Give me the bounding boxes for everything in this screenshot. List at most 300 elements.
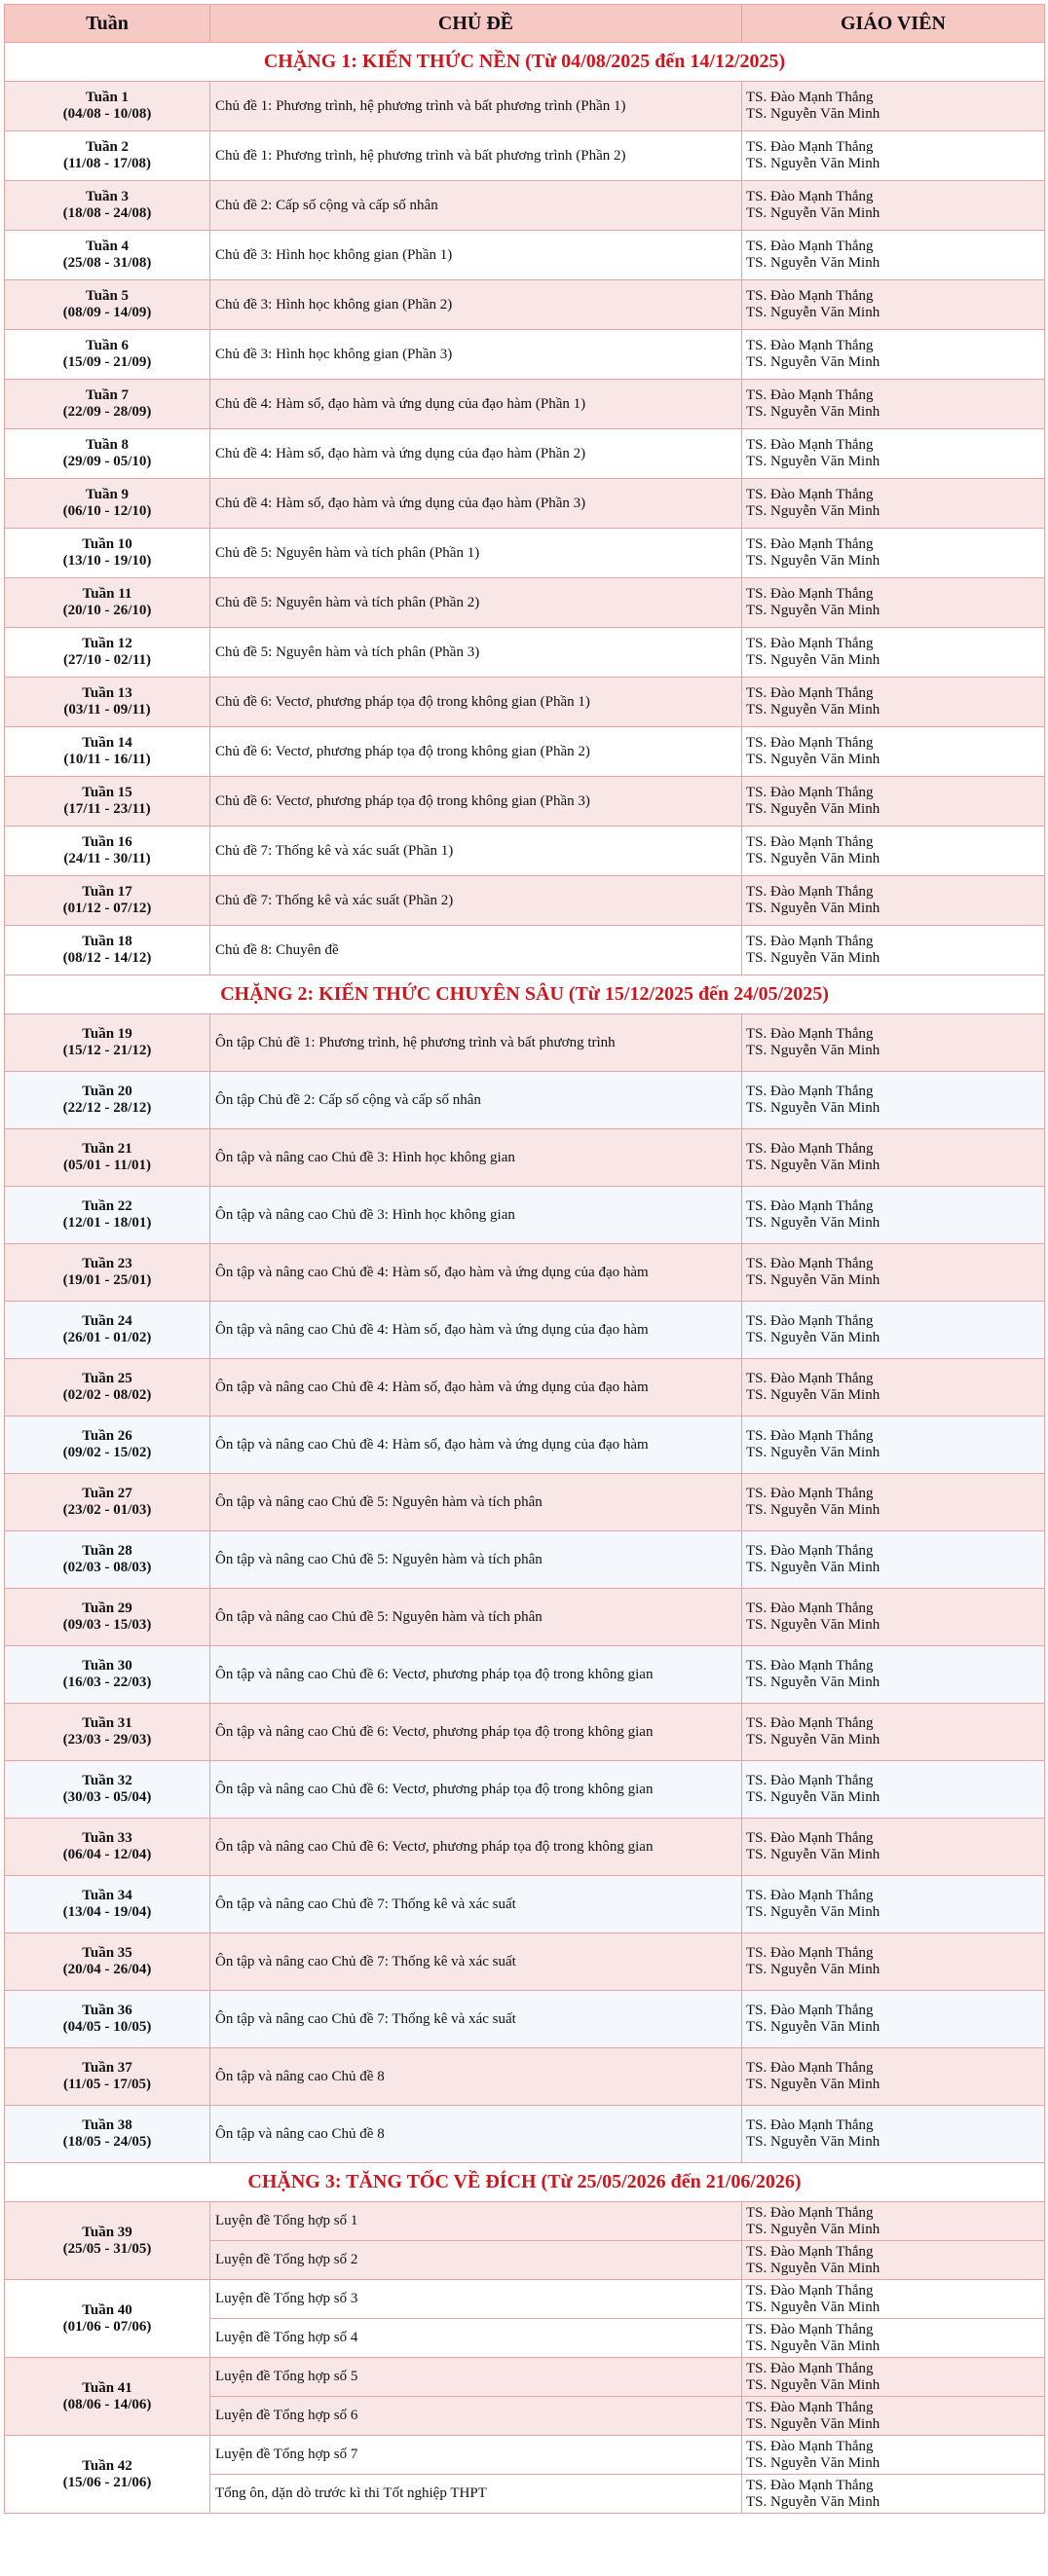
- teacher-cell: [742, 380, 1045, 429]
- week-label: Tuần 31: [82, 1715, 132, 1731]
- week-dates: (26/01 - 01/02): [62, 1330, 152, 1345]
- week-label: Tuần 21: [82, 1141, 132, 1157]
- teacher-name-2: TS. Nguyễn Văn Minh: [746, 1100, 880, 1116]
- table-row: [5, 380, 1045, 429]
- teacher-name-1: TS. Đào Mạnh Thắng: [746, 189, 874, 204]
- week-label: Tuần 33: [82, 1830, 132, 1846]
- week-cell: [5, 1302, 210, 1359]
- table-row: [5, 2358, 1045, 2397]
- week-dates: (04/05 - 10/05): [62, 2019, 152, 2035]
- week-label: Tuần 27: [82, 1486, 132, 1501]
- table-row: [5, 926, 1045, 975]
- week-dates: (06/04 - 12/04): [62, 1847, 152, 1862]
- table-row: [5, 2202, 1045, 2241]
- topic-cell: Luyện đề Tổng hợp số 6: [210, 2397, 742, 2436]
- week-dates: (20/04 - 26/04): [62, 1962, 152, 1977]
- week-cell: [5, 2106, 210, 2163]
- teacher-name-2: TS. Nguyễn Văn Minh: [746, 950, 880, 966]
- teacher-name-2: TS. Nguyễn Văn Minh: [746, 1962, 880, 1977]
- teacher-name-2: TS. Nguyễn Văn Minh: [746, 1387, 880, 1403]
- topic-cell: Ôn tập và nâng cao Chủ đề 6: Vectơ, phương pháp tọa độ trong không gian: [210, 1704, 742, 1761]
- topic-cell: Chủ đề 4: Hàm số, đạo hàm và ứng dụng của đạo hàm (Phần 3): [210, 479, 742, 529]
- teacher-cell: [742, 2106, 1045, 2163]
- topic-cell: Ôn tập và nâng cao Chủ đề 7: Thống kê và xác suất: [210, 1933, 742, 1991]
- teacher-name-1: TS. Đào Mạnh Thắng: [746, 2117, 874, 2133]
- teacher-name-1: TS. Đào Mạnh Thắng: [746, 2321, 874, 2337]
- teacher-name-1: TS. Đào Mạnh Thắng: [746, 2282, 874, 2299]
- teacher-name-1: TS. Đào Mạnh Thắng: [746, 785, 874, 800]
- week-label: Tuần 34: [82, 1888, 132, 1903]
- table-row: [5, 1933, 1045, 1991]
- week-cell: [5, 777, 210, 827]
- week-label: Tuần 20: [82, 1084, 132, 1099]
- week-cell: [5, 479, 210, 529]
- teacher-name-2: TS. Nguyễn Văn Minh: [746, 1617, 880, 1633]
- teacher-cell: [742, 429, 1045, 479]
- topic-cell: Ôn tập và nâng cao Chủ đề 6: Vectơ, phương pháp tọa độ trong không gian: [210, 1761, 742, 1819]
- teacher-name-2: TS. Nguyễn Văn Minh: [746, 106, 880, 122]
- week-dates: (04/08 - 10/08): [62, 106, 152, 122]
- table-row: [5, 131, 1045, 181]
- teacher-cell: [742, 2202, 1045, 2241]
- teacher-cell: [742, 1876, 1045, 1933]
- teacher-name-2: TS. Nguyễn Văn Minh: [746, 2134, 880, 2150]
- table-row: [5, 529, 1045, 578]
- teacher-cell: [742, 131, 1045, 181]
- week-label: Tuần 6: [85, 338, 130, 353]
- topic-cell: Chủ đề 6: Vectơ, phương pháp tọa độ trong không gian (Phần 2): [210, 727, 742, 777]
- week-dates: (23/02 - 01/03): [62, 1502, 152, 1518]
- week-label: Tuần 8: [85, 437, 130, 453]
- week-label: Tuần 4: [85, 239, 130, 254]
- table-row: [5, 1704, 1045, 1761]
- teacher-name-1: TS. Đào Mạnh Thắng: [746, 1141, 874, 1157]
- week-label: Tuần 9: [85, 487, 130, 502]
- topic-cell: Chủ đề 4: Hàm số, đạo hàm và ứng dụng của đạo hàm (Phần 2): [210, 429, 742, 479]
- teacher-name-2: TS. Nguyễn Văn Minh: [746, 1215, 880, 1231]
- topic-cell: Chủ đề 7: Thống kê và xác suất (Phần 2): [210, 876, 742, 926]
- week-label: Tuần 15: [82, 785, 132, 800]
- teacher-cell: [742, 82, 1045, 131]
- week-dates: (15/06 - 21/06): [62, 2474, 152, 2490]
- week-label: Tuần 2: [85, 139, 130, 155]
- teacher-name-1: TS. Đào Mạnh Thắng: [746, 1486, 874, 1501]
- table-row: [5, 1646, 1045, 1704]
- teacher-name-2: TS. Nguyễn Văn Minh: [746, 1847, 880, 1862]
- teacher-cell: [742, 1129, 1045, 1187]
- teacher-name-1: TS. Đào Mạnh Thắng: [746, 1888, 874, 1903]
- teacher-name-1: TS. Đào Mạnh Thắng: [746, 1371, 874, 1386]
- table-row: [5, 1474, 1045, 1531]
- week-cell: [5, 1991, 210, 2048]
- week-cell: [5, 1589, 210, 1646]
- topic-cell: Chủ đề 3: Hình học không gian (Phần 2): [210, 280, 742, 330]
- teacher-name-2: TS. Nguyễn Văn Minh: [746, 2415, 880, 2432]
- table-row: [5, 1417, 1045, 1474]
- teacher-name-2: TS. Nguyễn Văn Minh: [746, 1560, 880, 1575]
- stage-row: [5, 43, 1045, 82]
- teacher-name-1: TS. Đào Mạnh Thắng: [746, 90, 874, 105]
- table-row: [5, 1072, 1045, 1129]
- topic-cell: Luyện đề Tổng hợp số 4: [210, 2319, 742, 2358]
- teacher-name-1: TS. Đào Mạnh Thắng: [746, 1830, 874, 1846]
- topic-cell: Ôn tập Chủ đề 1: Phương trình, hệ phương trình và bất phương trình: [210, 1014, 742, 1072]
- teacher-name-1: TS. Đào Mạnh Thắng: [746, 2003, 874, 2018]
- week-label: Tuần 12: [82, 636, 132, 651]
- week-cell: [5, 1704, 210, 1761]
- week-label: Tuần 17: [82, 884, 132, 900]
- week-dates: (05/01 - 11/01): [63, 1158, 151, 1173]
- week-dates: (08/09 - 14/09): [62, 305, 152, 320]
- topic-cell: Ôn tập và nâng cao Chủ đề 5: Nguyên hàm và tích phân: [210, 1589, 742, 1646]
- teacher-name-2: TS. Nguyễn Văn Minh: [746, 156, 880, 171]
- teacher-name-2: TS. Nguyễn Văn Minh: [746, 752, 880, 767]
- week-dates: (27/10 - 02/11): [63, 652, 151, 668]
- week-dates: (17/11 - 23/11): [63, 801, 151, 817]
- teacher-cell: [742, 1819, 1045, 1876]
- teacher-name-2: TS. Nguyễn Văn Minh: [746, 2376, 880, 2393]
- week-cell: [5, 1474, 210, 1531]
- teacher-cell: [742, 1761, 1045, 1819]
- table-row: [5, 678, 1045, 727]
- table-row: [5, 1359, 1045, 1417]
- week-label: Tuần 25: [82, 1371, 132, 1386]
- teacher-cell: [742, 1704, 1045, 1761]
- table-row: [5, 280, 1045, 330]
- week-label: Tuần 11: [82, 586, 132, 602]
- teacher-cell: [742, 1244, 1045, 1302]
- teacher-name-1: TS. Đào Mạnh Thắng: [746, 1658, 874, 1674]
- week-label: Tuần 41: [82, 2379, 132, 2396]
- topic-cell: Ôn tập và nâng cao Chủ đề 4: Hàm số, đạo hàm và ứng dụng của đạo hàm: [210, 1417, 742, 1474]
- teacher-name-2: TS. Nguyễn Văn Minh: [746, 2077, 880, 2092]
- teacher-name-2: TS. Nguyễn Văn Minh: [746, 2493, 880, 2510]
- week-cell: [5, 678, 210, 727]
- teacher-name-2: TS. Nguyễn Văn Minh: [746, 1674, 880, 1690]
- table-row: [5, 231, 1045, 280]
- table-row: [5, 82, 1045, 131]
- week-label: Tuần 13: [82, 685, 132, 701]
- week-cell: [5, 827, 210, 876]
- table-row: [5, 876, 1045, 926]
- teacher-name-2: TS. Nguyễn Văn Minh: [746, 255, 880, 271]
- topic-cell: Luyện đề Tổng hợp số 7: [210, 2436, 742, 2475]
- header-teacher: GIÁO VIÊN: [742, 5, 1045, 43]
- schedule-table: [4, 4, 1045, 2514]
- teacher-cell: [742, 678, 1045, 727]
- table-row: [5, 1991, 1045, 2048]
- teacher-name-1: TS. Đào Mạnh Thắng: [746, 1715, 874, 1731]
- week-label: Tuần 22: [82, 1198, 132, 1214]
- teacher-cell: [742, 1359, 1045, 1417]
- week-label: Tuần 3: [85, 189, 130, 204]
- teacher-cell: [742, 1072, 1045, 1129]
- week-cell: [5, 578, 210, 628]
- week-cell: [5, 280, 210, 330]
- topic-cell: Ôn tập và nâng cao Chủ đề 7: Thống kê và xác suất: [210, 1991, 742, 2048]
- teacher-name-2: TS. Nguyễn Văn Minh: [746, 901, 880, 916]
- week-cell: [5, 1417, 210, 1474]
- week-cell: [5, 380, 210, 429]
- week-cell: [5, 1244, 210, 1302]
- table-row: [5, 1589, 1045, 1646]
- week-dates: (03/11 - 09/11): [63, 702, 151, 718]
- topic-cell: Ôn tập và nâng cao Chủ đề 4: Hàm số, đạo hàm và ứng dụng của đạo hàm: [210, 1244, 742, 1302]
- teacher-cell: [742, 529, 1045, 578]
- teacher-name-2: TS. Nguyễn Văn Minh: [746, 1789, 880, 1805]
- teacher-cell: [742, 1187, 1045, 1244]
- week-dates: (16/03 - 22/03): [62, 1674, 152, 1690]
- week-label: Tuần 40: [82, 2301, 132, 2318]
- topic-cell: Chủ đề 7: Thống kê và xác suất (Phần 1): [210, 827, 742, 876]
- week-dates: (18/05 - 24/05): [62, 2134, 152, 2150]
- teacher-name-1: TS. Đào Mạnh Thắng: [746, 2204, 874, 2221]
- week-label: Tuần 1: [85, 90, 130, 105]
- table-row: [5, 1302, 1045, 1359]
- teacher-name-2: TS. Nguyễn Văn Minh: [746, 404, 880, 420]
- teacher-name-1: TS. Đào Mạnh Thắng: [746, 1026, 874, 1042]
- table-body: [5, 43, 1045, 2514]
- table-row: [5, 777, 1045, 827]
- table-row: [5, 1244, 1045, 1302]
- teacher-cell: [742, 2048, 1045, 2106]
- week-dates: (25/08 - 31/08): [62, 255, 152, 271]
- topic-cell: Ôn tập và nâng cao Chủ đề 8: [210, 2106, 742, 2163]
- teacher-name-1: TS. Đào Mạnh Thắng: [746, 1198, 874, 1214]
- week-dates: (11/05 - 17/05): [63, 2077, 151, 2092]
- topic-cell: Chủ đề 5: Nguyên hàm và tích phân (Phần 1): [210, 529, 742, 578]
- week-label: Tuần 10: [82, 536, 132, 552]
- teacher-cell: [742, 1933, 1045, 1991]
- teacher-cell: [742, 1014, 1045, 1072]
- teacher-name-2: TS. Nguyễn Văn Minh: [746, 503, 880, 519]
- teacher-name-2: TS. Nguyễn Văn Minh: [746, 2337, 880, 2354]
- week-dates: (15/09 - 21/09): [62, 354, 152, 370]
- week-cell: [5, 231, 210, 280]
- table-row: [5, 1014, 1045, 1072]
- teacher-name-1: TS. Đào Mạnh Thắng: [746, 586, 874, 602]
- teacher-name-1: TS. Đào Mạnh Thắng: [746, 2477, 874, 2493]
- week-cell: [5, 131, 210, 181]
- teacher-name-1: TS. Đào Mạnh Thắng: [746, 536, 874, 552]
- teacher-name-2: TS. Nguyễn Văn Minh: [746, 2221, 880, 2237]
- week-cell: [5, 2048, 210, 2106]
- week-dates: (25/05 - 31/05): [62, 2240, 152, 2257]
- teacher-cell: [742, 2358, 1045, 2397]
- week-dates: (02/02 - 08/02): [62, 1387, 152, 1403]
- week-label: Tuần 30: [82, 1658, 132, 1674]
- teacher-name-1: TS. Đào Mạnh Thắng: [746, 636, 874, 651]
- teacher-name-2: TS. Nguyễn Văn Minh: [746, 851, 880, 866]
- table-row: [5, 827, 1045, 876]
- week-label: Tuần 42: [82, 2457, 132, 2474]
- topic-cell: Ôn tập và nâng cao Chủ đề 5: Nguyên hàm và tích phân: [210, 1474, 742, 1531]
- week-dates: (23/03 - 29/03): [62, 1732, 152, 1748]
- teacher-cell: [742, 2475, 1045, 2514]
- topic-cell: Chủ đề 1: Phương trình, hệ phương trình và bất phương trình (Phần 2): [210, 131, 742, 181]
- week-cell: [5, 330, 210, 380]
- teacher-name-2: TS. Nguyễn Văn Minh: [746, 305, 880, 320]
- teacher-name-1: TS. Đào Mạnh Thắng: [746, 1084, 874, 1099]
- week-cell: [5, 1014, 210, 1072]
- week-dates: (18/08 - 24/08): [62, 205, 152, 221]
- week-dates: (12/01 - 18/01): [62, 1215, 152, 1231]
- topic-cell: Chủ đề 3: Hình học không gian (Phần 3): [210, 330, 742, 380]
- topic-cell: Chủ đề 8: Chuyên đề: [210, 926, 742, 975]
- week-label: Tuần 32: [82, 1773, 132, 1788]
- teacher-name-1: TS. Đào Mạnh Thắng: [746, 487, 874, 502]
- teacher-name-1: TS. Đào Mạnh Thắng: [746, 1601, 874, 1616]
- topic-cell: Chủ đề 4: Hàm số, đạo hàm và ứng dụng của đạo hàm (Phần 1): [210, 380, 742, 429]
- teacher-cell: [742, 1646, 1045, 1704]
- week-cell: [5, 1646, 210, 1704]
- teacher-name-2: TS. Nguyễn Văn Minh: [746, 454, 880, 469]
- teacher-name-1: TS. Đào Mạnh Thắng: [746, 2243, 874, 2260]
- teacher-name-1: TS. Đào Mạnh Thắng: [746, 1428, 874, 1444]
- teacher-name-1: TS. Đào Mạnh Thắng: [746, 338, 874, 353]
- table-row: [5, 1819, 1045, 1876]
- teacher-name-1: TS. Đào Mạnh Thắng: [746, 2399, 874, 2415]
- topic-cell: Chủ đề 6: Vectơ, phương pháp tọa độ trong không gian (Phần 3): [210, 777, 742, 827]
- week-dates: (01/06 - 07/06): [62, 2318, 152, 2335]
- week-label: Tuần 39: [82, 2224, 132, 2240]
- week-cell: [5, 2436, 210, 2514]
- teacher-name-1: TS. Đào Mạnh Thắng: [746, 834, 874, 850]
- week-cell: [5, 1819, 210, 1876]
- week-cell: [5, 2202, 210, 2280]
- week-dates: (08/12 - 14/12): [62, 950, 152, 966]
- topic-cell: Ôn tập và nâng cao Chủ đề 4: Hàm số, đạo hàm và ứng dụng của đạo hàm: [210, 1359, 742, 1417]
- teacher-name-1: TS. Đào Mạnh Thắng: [746, 685, 874, 701]
- teacher-name-2: TS. Nguyễn Văn Minh: [746, 2019, 880, 2035]
- teacher-name-1: TS. Đào Mạnh Thắng: [746, 1256, 874, 1271]
- week-label: Tuần 28: [82, 1543, 132, 1559]
- week-dates: (29/09 - 05/10): [62, 454, 152, 469]
- teacher-name-1: TS. Đào Mạnh Thắng: [746, 735, 874, 751]
- teacher-cell: [742, 727, 1045, 777]
- table-header-row: [5, 5, 1045, 43]
- stage-row: [5, 2163, 1045, 2202]
- week-cell: [5, 628, 210, 678]
- week-dates: (24/11 - 30/11): [63, 851, 151, 866]
- topic-cell: Luyện đề Tổng hợp số 5: [210, 2358, 742, 2397]
- topic-cell: Ôn tập và nâng cao Chủ đề 5: Nguyên hàm và tích phân: [210, 1531, 742, 1589]
- teacher-cell: [742, 1302, 1045, 1359]
- week-dates: (22/09 - 28/09): [62, 404, 152, 420]
- table-row: [5, 1187, 1045, 1244]
- week-cell: [5, 1187, 210, 1244]
- teacher-name-2: TS. Nguyễn Văn Minh: [746, 354, 880, 370]
- teacher-name-2: TS. Nguyễn Văn Minh: [746, 1445, 880, 1460]
- week-dates: (13/10 - 19/10): [62, 553, 152, 569]
- week-dates: (30/03 - 05/04): [62, 1789, 152, 1805]
- stage-row: [5, 975, 1045, 1014]
- teacher-name-1: TS. Đào Mạnh Thắng: [746, 1945, 874, 1961]
- table-row: [5, 1129, 1045, 1187]
- teacher-name-1: TS. Đào Mạnh Thắng: [746, 2360, 874, 2376]
- topic-cell: Luyện đề Tổng hợp số 2: [210, 2241, 742, 2280]
- table-row: [5, 2106, 1045, 2163]
- teacher-name-2: TS. Nguyễn Văn Minh: [746, 702, 880, 718]
- table-row: [5, 479, 1045, 529]
- week-label: Tuần 37: [82, 2060, 132, 2076]
- teacher-name-1: TS. Đào Mạnh Thắng: [746, 884, 874, 900]
- teacher-cell: [742, 280, 1045, 330]
- week-label: Tuần 16: [82, 834, 132, 850]
- teacher-cell: [742, 876, 1045, 926]
- teacher-cell: [742, 330, 1045, 380]
- week-dates: (22/12 - 28/12): [62, 1100, 152, 1116]
- table-row: [5, 1876, 1045, 1933]
- stage-2-heading: CHẶNG 2: KIẾN THỨC CHUYÊN SÂU (Từ 15/12/2025 đến 24/05/2025): [5, 975, 1045, 1014]
- teacher-cell: [742, 2241, 1045, 2280]
- table-row: [5, 181, 1045, 231]
- teacher-name-1: TS. Đào Mạnh Thắng: [746, 437, 874, 453]
- teacher-name-1: TS. Đào Mạnh Thắng: [746, 934, 874, 949]
- teacher-cell: [742, 1531, 1045, 1589]
- topic-cell: Ôn tập Chủ đề 2: Cấp số cộng và cấp số nhân: [210, 1072, 742, 1129]
- week-label: Tuần 19: [82, 1026, 132, 1042]
- teacher-name-1: TS. Đào Mạnh Thắng: [746, 288, 874, 304]
- week-cell: [5, 2358, 210, 2436]
- table-row: [5, 429, 1045, 479]
- week-dates: (09/03 - 15/03): [62, 1617, 152, 1633]
- teacher-name-1: TS. Đào Mạnh Thắng: [746, 2060, 874, 2076]
- topic-cell: Ôn tập và nâng cao Chủ đề 4: Hàm số, đạo hàm và ứng dụng của đạo hàm: [210, 1302, 742, 1359]
- week-label: Tuần 18: [82, 934, 132, 949]
- teacher-cell: [742, 578, 1045, 628]
- topic-cell: Ôn tập và nâng cao Chủ đề 6: Vectơ, phương pháp tọa độ trong không gian: [210, 1819, 742, 1876]
- teacher-cell: [742, 926, 1045, 975]
- teacher-name-2: TS. Nguyễn Văn Minh: [746, 801, 880, 817]
- teacher-name-2: TS. Nguyễn Văn Minh: [746, 2260, 880, 2276]
- topic-cell: Chủ đề 5: Nguyên hàm và tích phân (Phần 2): [210, 578, 742, 628]
- teacher-name-1: TS. Đào Mạnh Thắng: [746, 1543, 874, 1559]
- teacher-name-1: TS. Đào Mạnh Thắng: [746, 387, 874, 403]
- week-label: Tuần 24: [82, 1313, 132, 1329]
- teacher-cell: [742, 181, 1045, 231]
- week-label: Tuần 14: [82, 735, 132, 751]
- teacher-cell: [742, 1589, 1045, 1646]
- header-week: Tuần: [5, 5, 210, 43]
- teacher-cell: [742, 2280, 1045, 2319]
- week-dates: (06/10 - 12/10): [62, 503, 152, 519]
- table-row: [5, 2436, 1045, 2475]
- topic-cell: Ôn tập và nâng cao Chủ đề 3: Hình học không gian: [210, 1129, 742, 1187]
- week-label: Tuần 5: [85, 288, 130, 304]
- header-topic: CHỦ ĐỀ: [210, 5, 742, 43]
- table-row: [5, 330, 1045, 380]
- week-dates: (15/12 - 21/12): [62, 1043, 152, 1058]
- teacher-cell: [742, 777, 1045, 827]
- topic-cell: Ôn tập và nâng cao Chủ đề 6: Vectơ, phương pháp tọa độ trong không gian: [210, 1646, 742, 1704]
- teacher-name-2: TS. Nguyễn Văn Minh: [746, 1732, 880, 1748]
- topic-cell: Chủ đề 2: Cấp số cộng và cấp số nhân: [210, 181, 742, 231]
- week-label: Tuần 36: [82, 2003, 132, 2018]
- table-row: [5, 1531, 1045, 1589]
- stage-1-heading: CHẶNG 1: KIẾN THỨC NỀN (Từ 04/08/2025 đến 14/12/2025): [5, 43, 1045, 82]
- week-cell: [5, 1761, 210, 1819]
- week-dates: (10/11 - 16/11): [63, 752, 151, 767]
- table-row: [5, 2048, 1045, 2106]
- week-cell: [5, 1876, 210, 1933]
- week-dates: (20/10 - 26/10): [62, 603, 152, 618]
- teacher-cell: [742, 827, 1045, 876]
- teacher-name-2: TS. Nguyễn Văn Minh: [746, 1904, 880, 1920]
- teacher-cell: [742, 1991, 1045, 2048]
- teacher-name-2: TS. Nguyễn Văn Minh: [746, 1158, 880, 1173]
- teacher-cell: [742, 628, 1045, 678]
